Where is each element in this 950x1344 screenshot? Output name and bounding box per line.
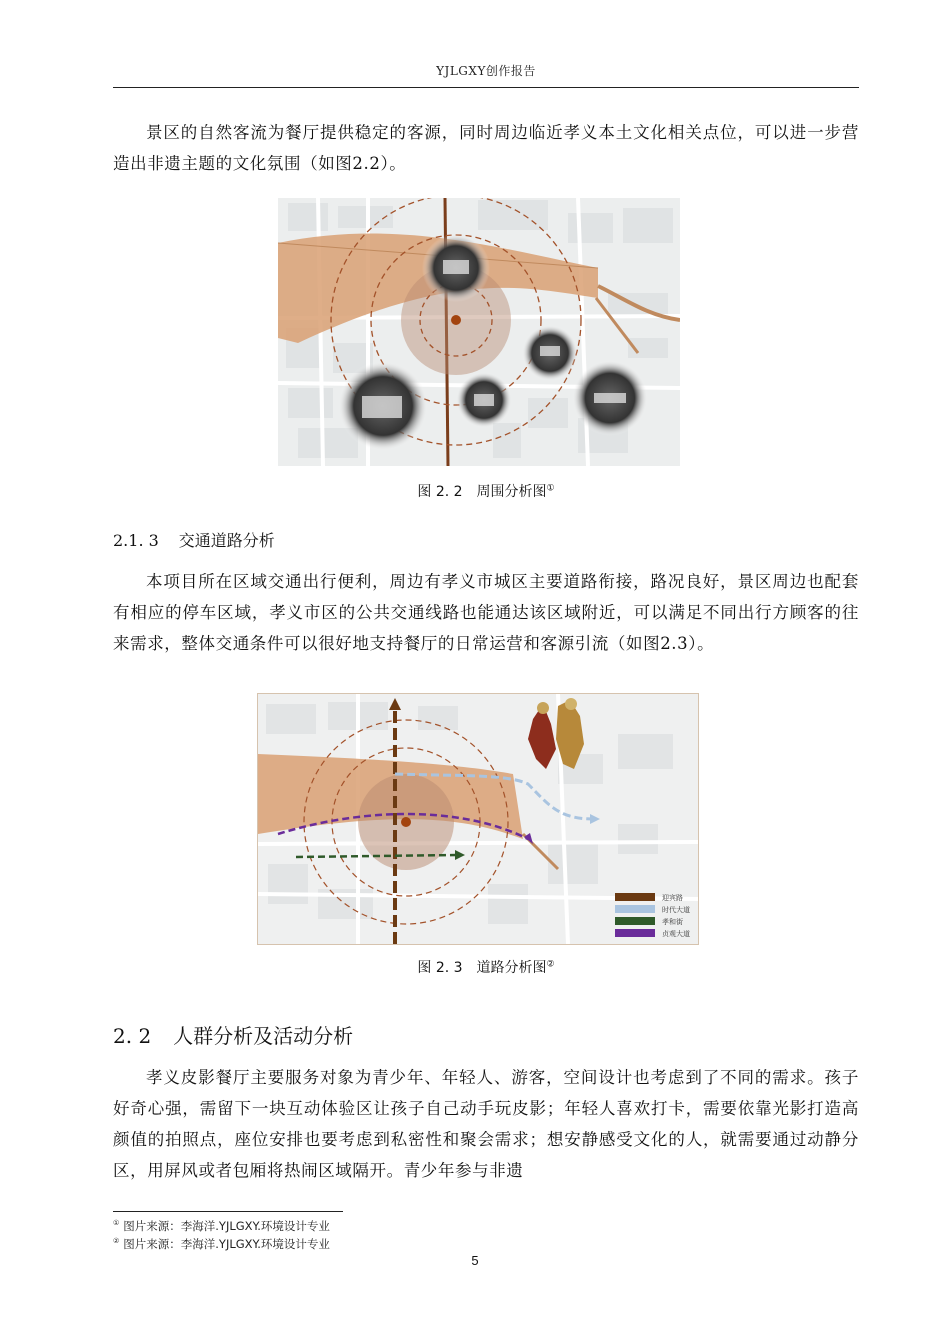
footnote-text: 图片来源：李海洋.YJLGXY.环境设计专业 xyxy=(123,1219,330,1233)
running-header: YJLGXY创作报告 xyxy=(436,64,536,78)
caption-text: 图 2. 3 道路分析图 xyxy=(417,960,547,976)
figure-2-2-caption xyxy=(113,481,859,501)
legend-label-4: 贞观大道 xyxy=(662,930,690,938)
section-heading-2-1-3 xyxy=(113,528,275,551)
section-title: 交通道路分析 xyxy=(178,531,275,550)
figure-2-3-caption xyxy=(113,957,859,977)
figure-surrounding-analysis xyxy=(278,198,680,466)
footnote-mark: ① xyxy=(113,1219,120,1228)
header-rule xyxy=(113,87,859,88)
section-heading-2-2 xyxy=(113,1020,353,1049)
section-title: 人群分析及活动分析 xyxy=(173,1024,354,1048)
paragraph-2: 本项目所在区域交通出行便利，周边有孝义市城区主要道路衔接，路况良好，景区周边也配套有相应的停车区域，孝义市区的公共交通线路也能通达该区域附近，可以满足不同出行方顾客的往来需求，整体交通条件可以很好地支持餐厅的日常运营和客源引流（如图2.3）。 xyxy=(113,572,859,653)
footnote-ref-2[interactable]: ② xyxy=(546,959,555,970)
surrounding-analysis-map xyxy=(278,198,680,466)
footnote-1 xyxy=(113,1218,330,1234)
page-number: 5 xyxy=(471,1253,479,1268)
road-analysis-map xyxy=(258,694,698,944)
footnote-rule xyxy=(113,1211,343,1212)
legend-label-2: 时代大道 xyxy=(662,906,690,914)
footnote-ref-1[interactable]: ① xyxy=(546,483,555,494)
footnote-text: 图片来源：李海洋.YJLGXY.环境设计专业 xyxy=(123,1237,330,1251)
caption-text: 图 2. 2 周围分析图 xyxy=(417,484,547,500)
paragraph-1: 景区的自然客流为餐厅提供稳定的客源，同时周边临近孝义本土文化相关点位，可以进一步营造出非遗主题的文化氛围（如图2.2）。 xyxy=(113,123,859,173)
figure-road-analysis xyxy=(257,693,699,945)
paragraph-3: 孝义皮影餐厅主要服务对象为青少年、年轻人、游客，空间设计也考虑到了不同的需求。孩子好奇心强，需留下一块互动体验区让孩子自己动手玩皮影；年轻人喜欢打卡，需要依靠光影打造高颜值的拍照点，座位安排也要考虑到私密性和聚会需求；想安静感受文化的人，就需要通过动静分区，用屏风或者包厢将热闹区域隔开。青少年参与非遗 xyxy=(113,1068,859,1180)
section-number: 2. 2 xyxy=(113,1024,152,1048)
legend-label-1: 迎宾路 xyxy=(662,894,683,902)
footnote-2 xyxy=(113,1236,330,1252)
legend-label-3: 孝和街 xyxy=(662,918,683,926)
section-number: 2.1. 3 xyxy=(113,531,159,550)
footnote-mark: ② xyxy=(113,1237,120,1246)
